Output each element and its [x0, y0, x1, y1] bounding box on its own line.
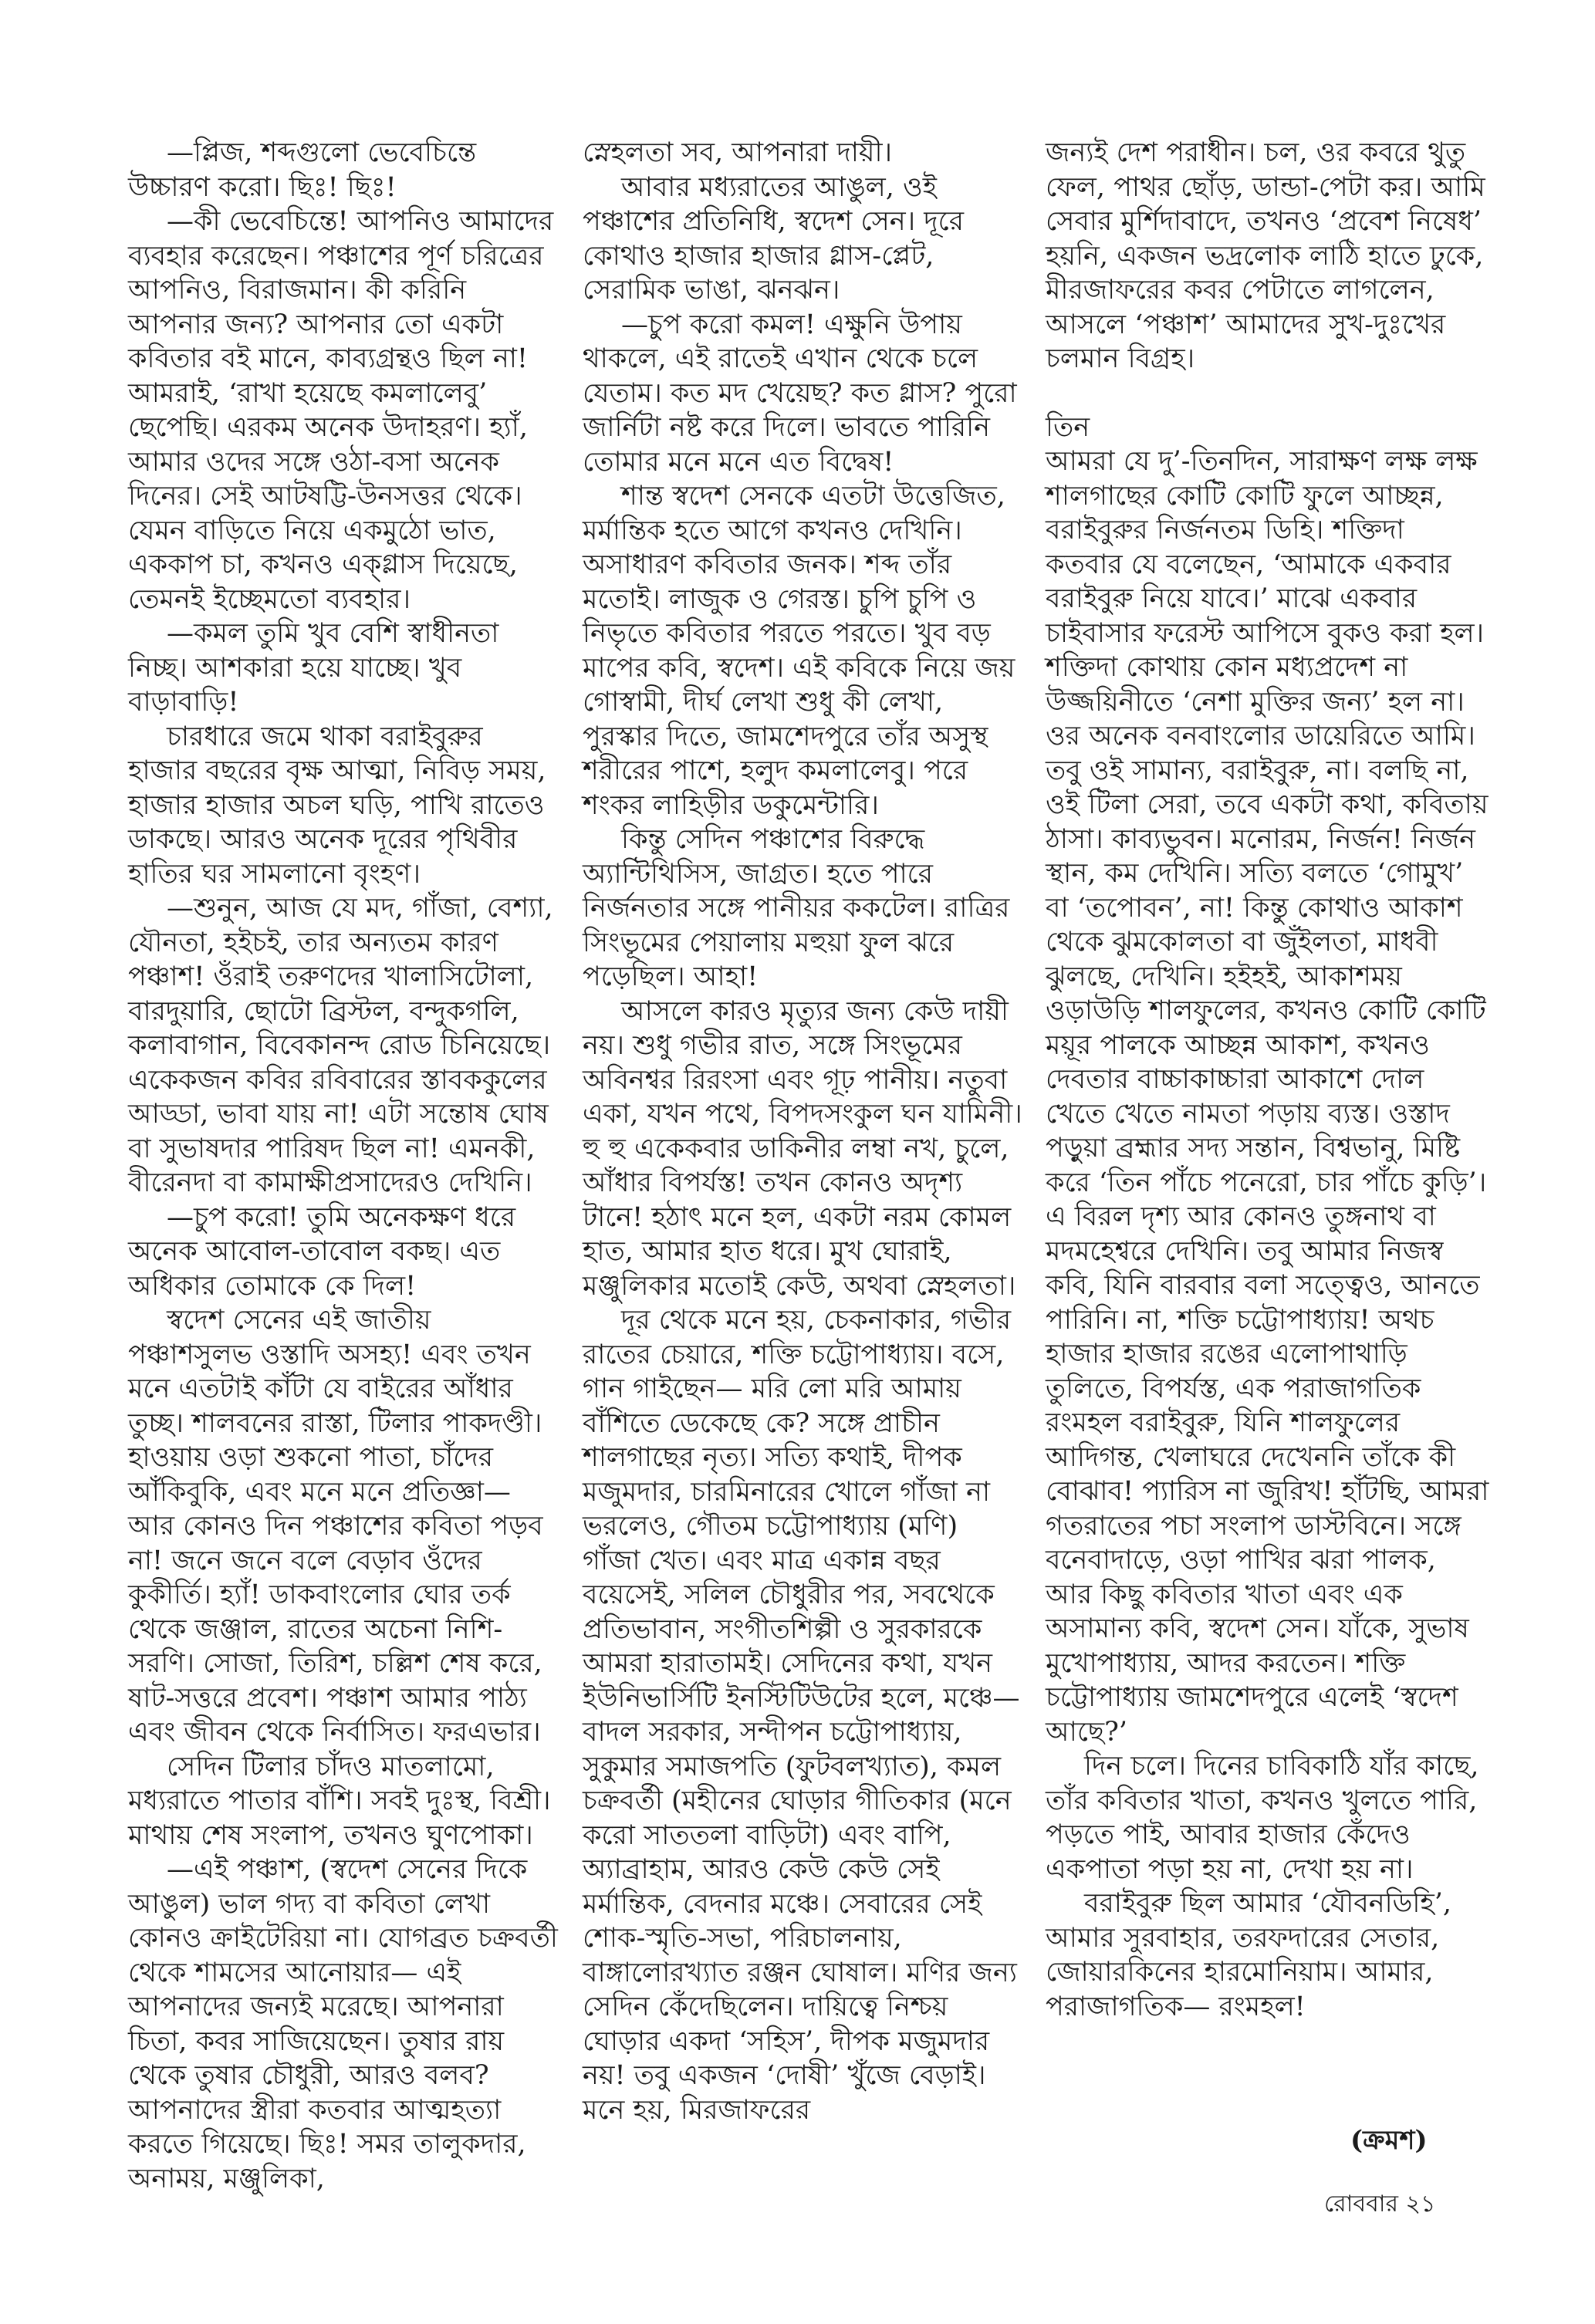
paragraph: —প্লিজ, শব্দগুলো ভেবেচিন্তে উচ্চারণ করো। ছিঃ! ছিঃ!	[128, 137, 477, 203]
page-footer: রোববার ২১	[1324, 2191, 1436, 2218]
continuation-note: (ক্রমশ)	[1350, 2125, 1428, 2156]
paragraph: স্বদেশ সেনের এই জাতীয় পঞ্চাশসুলভ ওস্তাদি অসহ্য! এবং তখন মনে এতটাই কাঁটা যে বাইরের আঁধার তুচ্ছ। শালবনের রাস্তা, টিলার পাকদণ্ডী। হাওয়ায় ওড়া শুকনো পাতা, চাঁদের আঁকিবুকি, এবং মনে মনে প্রতিজ্ঞা— আর কোনও দিন পঞ্চাশের কবিতা পড়ব না! জনে জনে বলে বেড়াব ওঁদের কুকীর্তি। হ্যাঁ! ডাকবাংলোর ঘোর তর্ক থেকে জঞ্জাল, রাতের অচেনা নিশি-সরণি। সোজা, তিরিশ, চল্লিশ শেষ করে, ষাট-সত্তরে প্রবেশ। পঞ্চাশ আমার পাঠ্য এবং জীবন থেকে নির্বাসিত। ফরএভার।	[128, 1305, 543, 1748]
text-column-1	[128, 136, 560, 2196]
paragraph: —চুপ করো কমল! এক্ষুনি উপায় থাকলে, এই রাতেই এখান থেকে চলে যেতাম। কত মদ খেয়েছ? কত গ্লাস? পুরো জার্নিটা নষ্ট করে দিলে। ভাবতে পারিনি তোমার মনে মনে এত বিদ্বেষ!	[583, 309, 1017, 478]
paragraph: কিন্তু সেদিন পঞ্চাশের বিরুদ্ধে অ্যান্টিথিসিস, জাগ্রত। হতে পারে নির্জনতার সঙ্গে পানীয়র ককটেল। রাত্রির সিংভূমের পেয়ালায় মহুয়া ফুল ঝরে পড়েছিল। আহা!	[583, 824, 1010, 992]
paragraph: আসলে কারও মৃত্যুর জন্য কেউ দায়ী নয়। শুধু গভীর রাত, সঙ্গে সিংভূমের অবিনশ্বর রিরংসা এবং গূঢ় পানীয়। নতুবা একা, যখন পথে, বিপদসংকুল ঘন যামিনী। হু হু একেকবার ডাকিনীর লম্বা নখ, চুলে, আঁধার বিপর্যস্ত! তখন কোনও অদৃশ্য টানে! হঠাৎ মনে হল, একটা নরম কোমল হাত, আমার হাত ধরে। মুখ ঘোরাই, মঞ্জুলিকার মতোই কেউ, অথবা স্নেহলতা।	[583, 995, 1022, 1302]
paragraph: শান্ত স্বদেশ সেনকে এতটা উত্তেজিত, মর্মান্তিক হতে আগে কখনও দেখিনি। অসাধারণ কবিতার জনক। শব্দ তাঁর মতোই। লাজুক ও গেরস্ত। চুপি চুপি ও নিভৃতে কবিতার পরতে পরতে। খুব বড় মাপের কবি, স্বদেশ। এই কবিকে নিয়ে জয় গোস্বামী, দীর্ঘ লেখা শুধু কী লেখা, পুরস্কার দিতে, জামশেদপুরে তাঁর অসুস্থ শরীরের পাশে, হলুদ কমলালেবু। পরে শংকর লাহিড়ীর ডকুমেন্টারি।	[583, 481, 1015, 821]
paragraph: চারধারে জমে থাকা বরাইবুরুর হাজার বছরের বৃক্ষ আত্মা, নিবিড় সময়, হাজার হাজার অচল ঘড়ি, পাখি রাতেও ডাকছে। আরও অনেক দূরের পৃথিবীর হাতির ঘর সামলানো বৃংহণ।	[128, 721, 546, 890]
paragraph: দূর থেকে মনে হয়, চেকনাকার, গভীর রাতের চেয়ারে, শক্তি চট্টোপাধ্যায়। বসে, গান গাইছেন— মরি লো মরি আমায় বাঁশিতে ডেকেছে কে? সঙ্গে প্রাচীন শালগাছের নৃত্য। সত্যি কথাই, দীপক মজুমদার, চারমিনারের খোলে গাঁজা না ভরলেও, গৌতম চট্টোপাধ্যায় (মণি) গাঁজা খেত। এবং মাত্র একান্ন বছর বয়েসেই, সলিল চৌধুরীর পর, সবথেকে প্রতিভাবান, সংগীতশিল্পী ও সুরকারকে আমরা হারাতামই। সেদিনের কথা, যখন ইউনিভার্সিটি ইনস্টিটিউটের হলে, মঞ্চে— বাদল সরকার, সন্দীপন চট্টোপাধ্যায়, সুকুমার সমাজপতি (ফুটবলখ্যাত), কমল চক্রবর্তী (মহীনের ঘোড়ার গীতিকার (মনে করো সাততলা বাড়িটা) এবং বাপি, অ্যাব্রাহাম, আরও কেউ কেউ সেই মর্মান্তিক, বেদনার মঞ্চে। সেবারের সেই শোক-স্মৃতি-সভা, পরিচালনায়, বাঙ্গালোরখ্যাত রঞ্জন ঘোষাল। মণির জন্য সেদিন কেঁদেছিলেন। দায়িত্বে নিশ্চয় ঘোড়ার একদা ‘সহিস’, দীপক মজুমদার নয়! তবু একজন ‘দোষী’ খুঁজে বেড়াই। মনে হয়, মিরজাফরের	[583, 1305, 1020, 2126]
paragraph: —কী ভেবেচিন্তে! আপনিও আমাদের ব্যবহার করেছেন। পঞ্চাশের পূর্ণ চরিত্রের আপনিও, বিরাজমান। কী করিনি আপনার জন্য? আপনার তো একটা কবিতার বই মানে, কাব্যগ্রন্থও ছিল না! আমরাই, ‘রাখা হয়েছে কমলালেবু’ ছেপেছি। এরকম অনেক উদাহরণ। হ্যাঁ, আমার ওদের সঙ্গে ওঠা-বসা অনেক দিনের। সেই আটষট্টি-উনসত্তর থেকে। যেমন বাড়িতে নিয়ে একমুঠো ভাত, এককাপ চা, কখনও এক্‌গ্লাস দিয়েছে, তেমনই ইচ্ছেমতো ব্যবহার।	[128, 206, 554, 615]
section-heading: তিন	[1046, 411, 1090, 443]
paragraph: জন্যই দেশ পরাধীন। চল, ওর কবরে থুতু ফেল, পাথর ছোঁড়, ডান্ডা-পেটা কর। আমি সেবার মুর্শিদাবাদে, তখনও ‘প্রবেশ নিষেধ’ হয়নি, একজন ভদ্রলোক লাঠি হাতে ঢুকে, মীরজাফরের কবর পেটাতে লাগলেন, আসলে ‘পঞ্চাশ’ আমাদের সুখ-দুঃখের চলমান বিগ্রহ।	[1046, 137, 1485, 374]
paragraph: বরাইবুরু ছিল আমার ‘যৌবনডিহি’, আমার সুরবাহার, তরফদারের সেতার, জোয়ারকিনের হারমোনিয়াম। আমার, পরাজাগতিক— রংমহল!	[1046, 1888, 1452, 2022]
paragraph: স্নেহলতা সব, আপনারা দায়ী।	[583, 137, 893, 168]
paragraph: —শুনুন, আজ যে মদ, গাঁজা, বেশ্যা, যৌনতা, হইচই, তার অন্যতম কারণ পঞ্চাশ! ওঁরাই তরুণদের খালাসিটোলা, বারদুয়ারি, ছোটো ব্রিস্টল, বন্দুকগলি, কলাবাগান, বিবেকানন্দ রোড চিনিয়েছে। একেকজন কবির রবিবারের স্তাবককুলের আড্ডা, ভাবা যায় না! এটা সন্তোষ ঘোষ বা সুভাষদার পারিষদ ছিল না! এমনকী, বীরেনদা বা কামাক্ষীপ্রসাদেরও দেখিনি।	[128, 893, 553, 1198]
paragraph: —এই পঞ্চাশ, (স্বদেশ সেনের দিকে আঙুল) ভাল গদ্য বা কবিতা লেখা কোনও ক্রাইটেরিয়া না। যোগব্রত চক্রবর্তী থেকে শামসের আনোয়ার— এই আপনাদের জন্যই মরেছে। আপনারা চিতা, কবর সাজিয়েছেন। তুষার রায় থেকে তুষার চৌধুরী, আরও বলব? আপনাদের স্ত্রীরা কতবার আত্মহত্যা করতে গিয়েছে। ছিঃ! সমর তালুকদার, অনাময়, মঞ্জুলিকা,	[128, 1854, 558, 2194]
paragraph: সেদিন টিলার চাঁদও মাতলামো, মধ্যরাতে পাতার বাঁশি। সবই দুঃস্থ, বিশ্রী। মাথায় শেষ সংলাপ, তখনও ঘুণপোকা।	[128, 1751, 551, 1851]
paragraph: আবার মধ্যরাতের আঙুল, ওই পঞ্চাশের প্রতিনিধি, স্বদেশ সেন। দূরে কোথাও হাজার হাজার গ্লাস-প্লেট, সেরামিক ভাঙা, ঝনঝন।	[583, 171, 964, 306]
paragraph: —কমল তুমি খুব বেশি স্বাধীনতা নিচ্ছ। আশকারা হয়ে যাচ্ছে। খুব বাড়াবাড়ি!	[128, 618, 499, 718]
text-column-2	[583, 136, 1022, 2127]
paragraph: —চুপ করো! তুমি অনেকক্ষণ ধরে অনেক আবোল-তাবোল বকছ। এত অধিকার তোমাকে কে দিল!	[128, 1201, 516, 1302]
paragraph: দিন চলে। দিনের চাবিকাঠি যাঁর কাছে, তাঁর কবিতার খাতা, কখনও খুলতে পারি, পড়তে পাই, আবার হাজার কেঁদেও একপাতা পড়া হয় না, দেখা হয় না।	[1046, 1751, 1479, 1885]
paragraph: আমরা যে দু’-তিনদিন, সারাক্ষণ লক্ষ লক্ষ শালগাছের কোটি কোটি ফুলে আচ্ছন্ন, বরাইবুরুর নির্জনতম ডিহি। শক্তিদা কতবার যে বলেছেন, ‘আমাকে একবার বরাইবুরু নিয়ে যাবে।’ মাঝে একবার চাইবাসার ফরেস্ট আপিসে বুকও করা হল। শক্তিদা কোথায় কোন মধ্যপ্রদেশ না উজ্জয়িনীতে ‘নেশা মুক্তির জন্য’ হল না। ওর অনেক বনবাংলোর ডায়েরিতে আমি। তবু ওই সামান্য, বরাইবুরু, না। বলছি না, ওই টিলা সেরা, তবে একটা কথা, কবিতায় ঠাসা। কাব্যভুবন। মনোরম, নির্জন! নির্জন স্থান, কম দেখিনি। সত্যি বলতে ‘গোমুখ’ বা ‘তপোবন’, না! কিন্তু কোথাও আকাশ থেকে ঝুমকোলতা বা জুঁইলতা, মাধবী ঝুলছে, দেখিনি। হইহই, আকাশময় ওড়াউড়ি শালফুলের, কখনও কোটি কোটি ময়ূর পালকে আচ্ছন্ন আকাশ, কখনও দেবতার বাচ্চাকাচ্চারা আকাশে দোল খেতে খেতে নামতা পড়ায় ব্যস্ত। ওস্তাদ পড়ুয়া ব্রহ্মার সদ্য সন্তান, বিশ্বভানু, মিষ্টি করে ‘তিন পাঁচে পনেরো, চার পাঁচে কুড়ি’। এ বিরল দৃশ্য আর কোনও তুঙ্গনাথ বা মদমহেশ্বরে দেখিনি। তবু আমার নিজস্ব কবি, যিনি বারবার বলা সত্ত্বেও, আনতে পারিনি। না, শক্তি চট্টোপাধ্যায়! অথচ হাজার হাজার রঙের এলোপাথাড়ি তুলিতে, বিপর্যস্ত, এক পরাজাগতিক রংমহল বরাইবুরু, যিনি শালফুলের আদিগন্ত, খেলাঘরে দেখেননি তাঁকে কী বোঝাব! প্যারিস না জুরিখ! হাঁটছি, আমরা গতরাতের পচা সংলাপ ডাস্টবিনে। সঙ্গে বনেবাদাড়ে, ওড়া পাখির ঝরা পালক, আর কিছু কবিতার খাতা এবং এক অসামান্য কবি, স্বদেশ সেন। যাঁকে, সুভাষ মুখোপাধ্যায়, আদর করতেন। শক্তি চট্টোপাধ্যায় জামশেদপুরে এলেই ‘স্বদেশ আছে?’	[1046, 446, 1489, 1748]
text-column-3	[1046, 136, 1489, 2024]
